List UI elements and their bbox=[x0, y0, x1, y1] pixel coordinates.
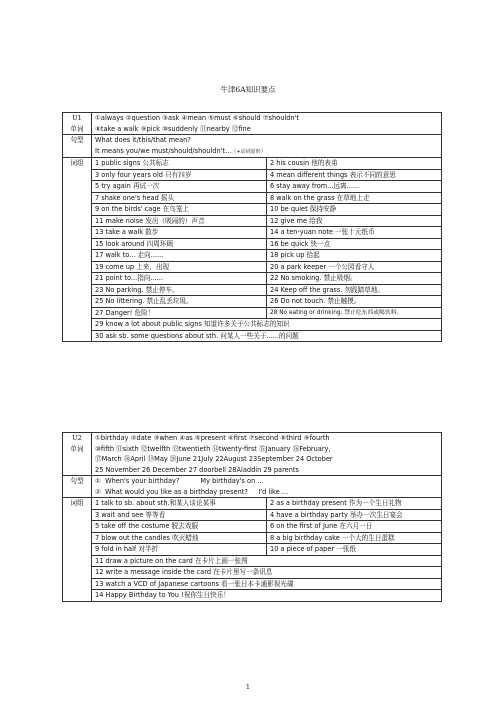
unit1-phrase-row bbox=[63, 250, 442, 262]
unit2-phrase-row bbox=[63, 567, 442, 579]
unit1-phrase-row bbox=[63, 261, 442, 273]
phrase-cell: 14 a ten-yuan note 一张十元纸币 bbox=[267, 227, 442, 239]
phrase-cell: 2 as a birthday present 作为一个生日礼物 bbox=[267, 498, 442, 510]
unit2-words bbox=[92, 433, 442, 476]
unit1-phrase-label: 词组 bbox=[63, 158, 92, 342]
phrase-cell: 21 point to...指向...... bbox=[92, 273, 267, 285]
unit2-words-label: 单词 bbox=[70, 444, 84, 453]
unit2-phrase-row bbox=[63, 544, 442, 556]
unit2-phrase-row bbox=[63, 578, 442, 590]
unit1-sentences bbox=[92, 135, 442, 158]
phrase-cell: 4 mean different things 表示不同的意思 bbox=[267, 169, 442, 181]
phrase-cell: 9 fold in half 对半折 bbox=[92, 544, 267, 556]
unit1-words bbox=[92, 113, 442, 135]
phrase-cell: 16 be quick 快一点 bbox=[267, 238, 442, 250]
unit1-phrase-row bbox=[63, 227, 442, 239]
phrase-cell: 10 be quiet 保持安静 bbox=[267, 204, 442, 216]
unit2-words-line: ⑰March ⑱April ⑲May ⑳June 21July 22August 23September 24 October bbox=[95, 455, 333, 463]
unit1-phrase-row bbox=[63, 169, 442, 181]
unit2-phrase-row bbox=[63, 532, 442, 544]
unit1-words-line: ①always ②question ③ask ④mean ⑤must ⑥should ⑦shouldn't bbox=[95, 114, 299, 122]
phrase-cell: 7 blow out the candles 吹灭蜡烛 bbox=[92, 532, 267, 544]
phrase-cell-wide: 11 draw a picture on the card 在卡片上画一张图 bbox=[92, 555, 442, 567]
unit2-phrase-row bbox=[63, 498, 442, 510]
unit2-phrase-label: 词组 bbox=[63, 498, 92, 602]
phrase-cell: 5 take off the costume 脱去戏服 bbox=[92, 521, 267, 533]
phrase-cell: 28 No eating or drinking. 禁止吃东西或喝饮料。 bbox=[267, 307, 442, 319]
phrase-cell: 1 talk to sb. about sth.和某人谈论某事 bbox=[92, 498, 267, 510]
unit1-sentence-line: It means you/we must/should/shouldn't...（+动词原形） bbox=[95, 146, 266, 155]
unit1-phrase-row bbox=[63, 215, 442, 227]
unit1-phrase-row bbox=[63, 284, 442, 296]
unit2-phrase-row bbox=[63, 509, 442, 521]
unit1-phrase-row bbox=[63, 273, 442, 285]
phrase-cell: 15 look around 四周环顾 bbox=[92, 238, 267, 250]
unit1-label-cell bbox=[63, 113, 92, 135]
unit2-words-line: 25 November 26 December 27 doorbell 28Aladdin 29 parents bbox=[95, 465, 299, 474]
phrase-cell: 4 have a birthday party 举办一次生日宴会 bbox=[267, 509, 442, 521]
unit2-phrase-row bbox=[63, 590, 442, 602]
unit2-sentence-line: ① When's your birthday? My birthday's on ... bbox=[95, 477, 264, 485]
phrase-cell: 24 Keep off the grass. 勿践踏草地。 bbox=[267, 284, 442, 296]
unit1-words-line: ⑧take a walk ⑨pick ⑩suddenly ⑪nearby ⑫fine bbox=[95, 124, 251, 133]
phrase-cell: 9 on the birds' cage 在鸟笼上 bbox=[92, 204, 267, 216]
phrase-cell: 12 give me 给我 bbox=[267, 215, 442, 227]
phrase-cell: 22 No smoking. 禁止吸烟。 bbox=[267, 273, 442, 285]
phrase-cell: 2 his cousin 他的表弟 bbox=[267, 158, 442, 170]
unit2-label: U2 bbox=[72, 434, 82, 442]
unit2-sentence-label: 句型 bbox=[63, 476, 92, 498]
phrase-cell-wide: 14 Happy Birthday to You !祝你生日快乐！ bbox=[92, 590, 442, 602]
unit1-sentence-line: What does it/this/that mean? bbox=[95, 136, 191, 144]
phrase-cell: 11 make noise 发出（吸闹的）声音 bbox=[92, 215, 267, 227]
unit2-label-cell bbox=[63, 433, 92, 476]
phrase-cell-wide: 12 write a message inside the card 在卡片里写一条讯息 bbox=[92, 567, 442, 579]
phrase-cell: 27 Danger! 危险！ bbox=[92, 307, 267, 319]
phrase-cell-wide: 29 know a lot about public signs 知道许多关于公共标志的知识 bbox=[92, 319, 442, 331]
page-number: 1 bbox=[245, 683, 251, 691]
unit1-phrase-row bbox=[63, 158, 442, 170]
phrase-cell: 6 on the first of June 在六月一日 bbox=[267, 521, 442, 533]
unit2-words-line: ①birthday ②date ③when ④as ⑤present ⑥first ⑦second ⑧third ⑨fourth bbox=[95, 434, 330, 442]
phrase-cell: 3 wait and see 等等看 bbox=[92, 509, 267, 521]
phrase-cell: 25 No littering. 禁止乱丢垃圾。 bbox=[92, 296, 267, 308]
unit2-sentences bbox=[92, 476, 442, 498]
phrase-cell: 13 take a walk 散步 bbox=[92, 227, 267, 239]
phrase-cell: 6 stay away from...远离...... bbox=[267, 181, 442, 193]
unit2-phrase-row bbox=[63, 521, 442, 533]
page-title: 牛津6A知识要点 bbox=[220, 85, 276, 94]
unit2-sentence-line: ② What would you like as a birthday present? I'd like ... bbox=[95, 487, 289, 496]
unit1-phrase-row bbox=[63, 238, 442, 250]
unit1-phrase-row bbox=[63, 181, 442, 193]
phrase-cell: 1 public signs 公共标志 bbox=[92, 158, 267, 170]
phrase-cell: 20 a park keeper 一个公园看守人 bbox=[267, 261, 442, 273]
unit1-table bbox=[62, 112, 442, 342]
unit2-table bbox=[62, 432, 442, 602]
phrase-cell: 8 walk on the grass 在草地上走 bbox=[267, 192, 442, 204]
unit1-sentence-note: （+动词原形） bbox=[231, 148, 266, 155]
unit1-words-label: 单词 bbox=[70, 124, 84, 133]
unit2-phrase-row bbox=[63, 555, 442, 567]
unit2-words-line: ⑩fifth ⑪sixth ⑫twelfth ⑬twentieth ⑭twenty-first ⑮January ⑯February, bbox=[95, 444, 331, 453]
phrase-cell: 8 a big birthday cake 一个大的生日蛋糕 bbox=[267, 532, 442, 544]
phrase-cell: 23 No parking. 禁止停车。 bbox=[92, 284, 267, 296]
phrase-cell: 10 a piece of paper 一张纸 bbox=[267, 544, 442, 556]
unit1-sentence-label: 句型 bbox=[63, 135, 92, 158]
unit1-phrase-row bbox=[63, 192, 442, 204]
unit1-phrase-row bbox=[63, 319, 442, 331]
unit1-phrase-row bbox=[63, 296, 442, 308]
phrase-cell: 18 pick up 拾起 bbox=[267, 250, 442, 262]
phrase-cell: 26 Do not touch. 禁止触摸。 bbox=[267, 296, 442, 308]
unit1-label: U1 bbox=[72, 114, 82, 122]
phrase-cell-wide: 30 ask sb. some questions about sth. 问某人一些关于......的问题 bbox=[92, 330, 442, 342]
phrase-cell-wide: 13 watch a VCD of Japanese cartoons 看一张日本卡通影视光碟 bbox=[92, 578, 442, 590]
phrase-cell: 7 shake one's head 摇头 bbox=[92, 192, 267, 204]
phrase-cell: 5 try again 再试一次 bbox=[92, 181, 267, 193]
phrase-cell: 17 walk to... 走向...... bbox=[92, 250, 267, 262]
unit1-phrase-row bbox=[63, 307, 442, 319]
phrase-cell: 19 come up 上来，出现 bbox=[92, 261, 267, 273]
unit1-phrase-row bbox=[63, 204, 442, 216]
phrase-cell: 3 only four years old 只有四岁 bbox=[92, 169, 267, 181]
unit1-phrase-row bbox=[63, 330, 442, 342]
